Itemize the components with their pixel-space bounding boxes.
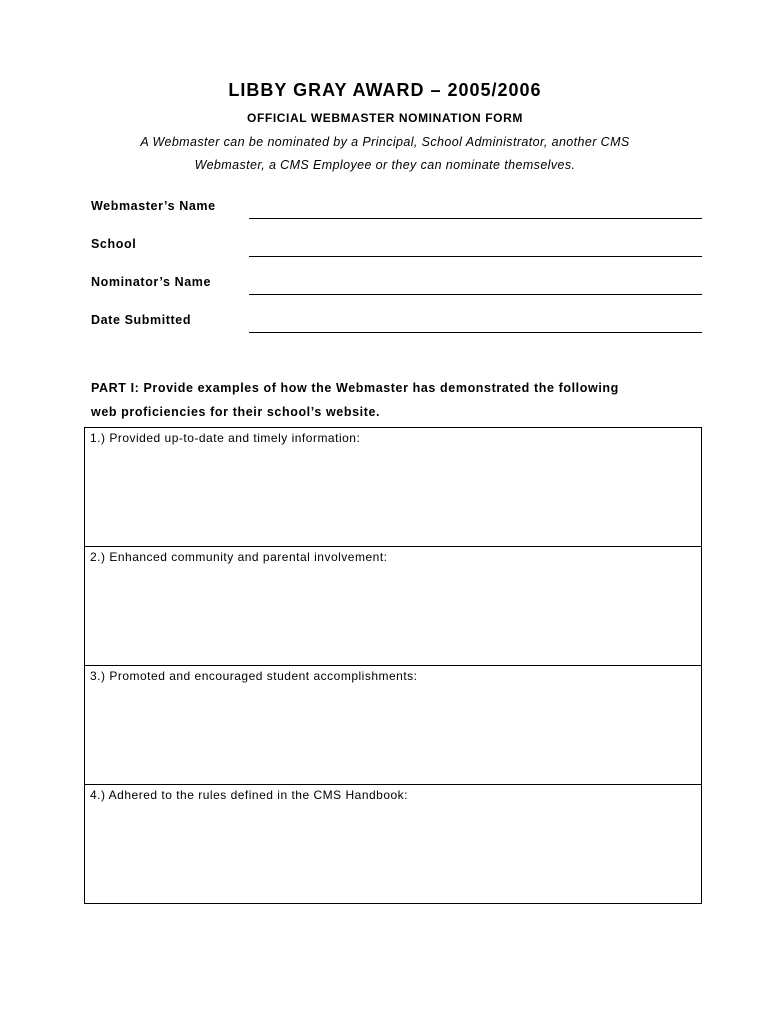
date-submitted-input[interactable] (249, 332, 702, 333)
answer-box-4[interactable] (85, 784, 701, 903)
date-submitted-field (91, 309, 702, 333)
school-label: School (91, 237, 137, 251)
question-3-label: 3.) Promoted and encouraged student accomplishments: (90, 669, 418, 683)
school-field (91, 233, 702, 257)
webmaster-name-input[interactable] (249, 218, 702, 219)
questions-table (84, 427, 702, 904)
form-subtitle: OFFICIAL WEBMASTER NOMINATION FORM (247, 111, 523, 125)
answer-box-3[interactable] (85, 665, 701, 784)
part-one-heading-line-2: web proficiencies for their school’s website. (91, 405, 381, 419)
school-input[interactable] (249, 256, 702, 257)
webmaster-name-label: Webmaster’s Name (91, 199, 216, 213)
answer-box-2[interactable] (85, 546, 701, 665)
date-submitted-label: Date Submitted (91, 313, 192, 327)
webmaster-name-field (91, 195, 702, 219)
intro-text-line-2: Webmaster, a CMS Employee or they can nominate themselves. (194, 158, 576, 172)
part-one-heading-line-1: PART I: Provide examples of how the Webmaster has demonstrated the following (91, 381, 619, 395)
question-4-label: 4.) Adhered to the rules defined in the CMS Handbook: (90, 788, 409, 802)
question-1-label: 1.) Provided up-to-date and timely information: (90, 431, 361, 445)
question-2-label: 2.) Enhanced community and parental involvement: (90, 550, 388, 564)
nominator-name-label: Nominator’s Name (91, 275, 212, 289)
nominator-name-input[interactable] (249, 294, 702, 295)
nominator-name-field (91, 271, 702, 295)
page-title: LIBBY GRAY AWARD – 2005/2006 (228, 80, 542, 100)
answer-box-1[interactable] (85, 428, 701, 546)
intro-text-line-1: A Webmaster can be nominated by a Principal, School Administrator, another CMS (140, 135, 630, 149)
